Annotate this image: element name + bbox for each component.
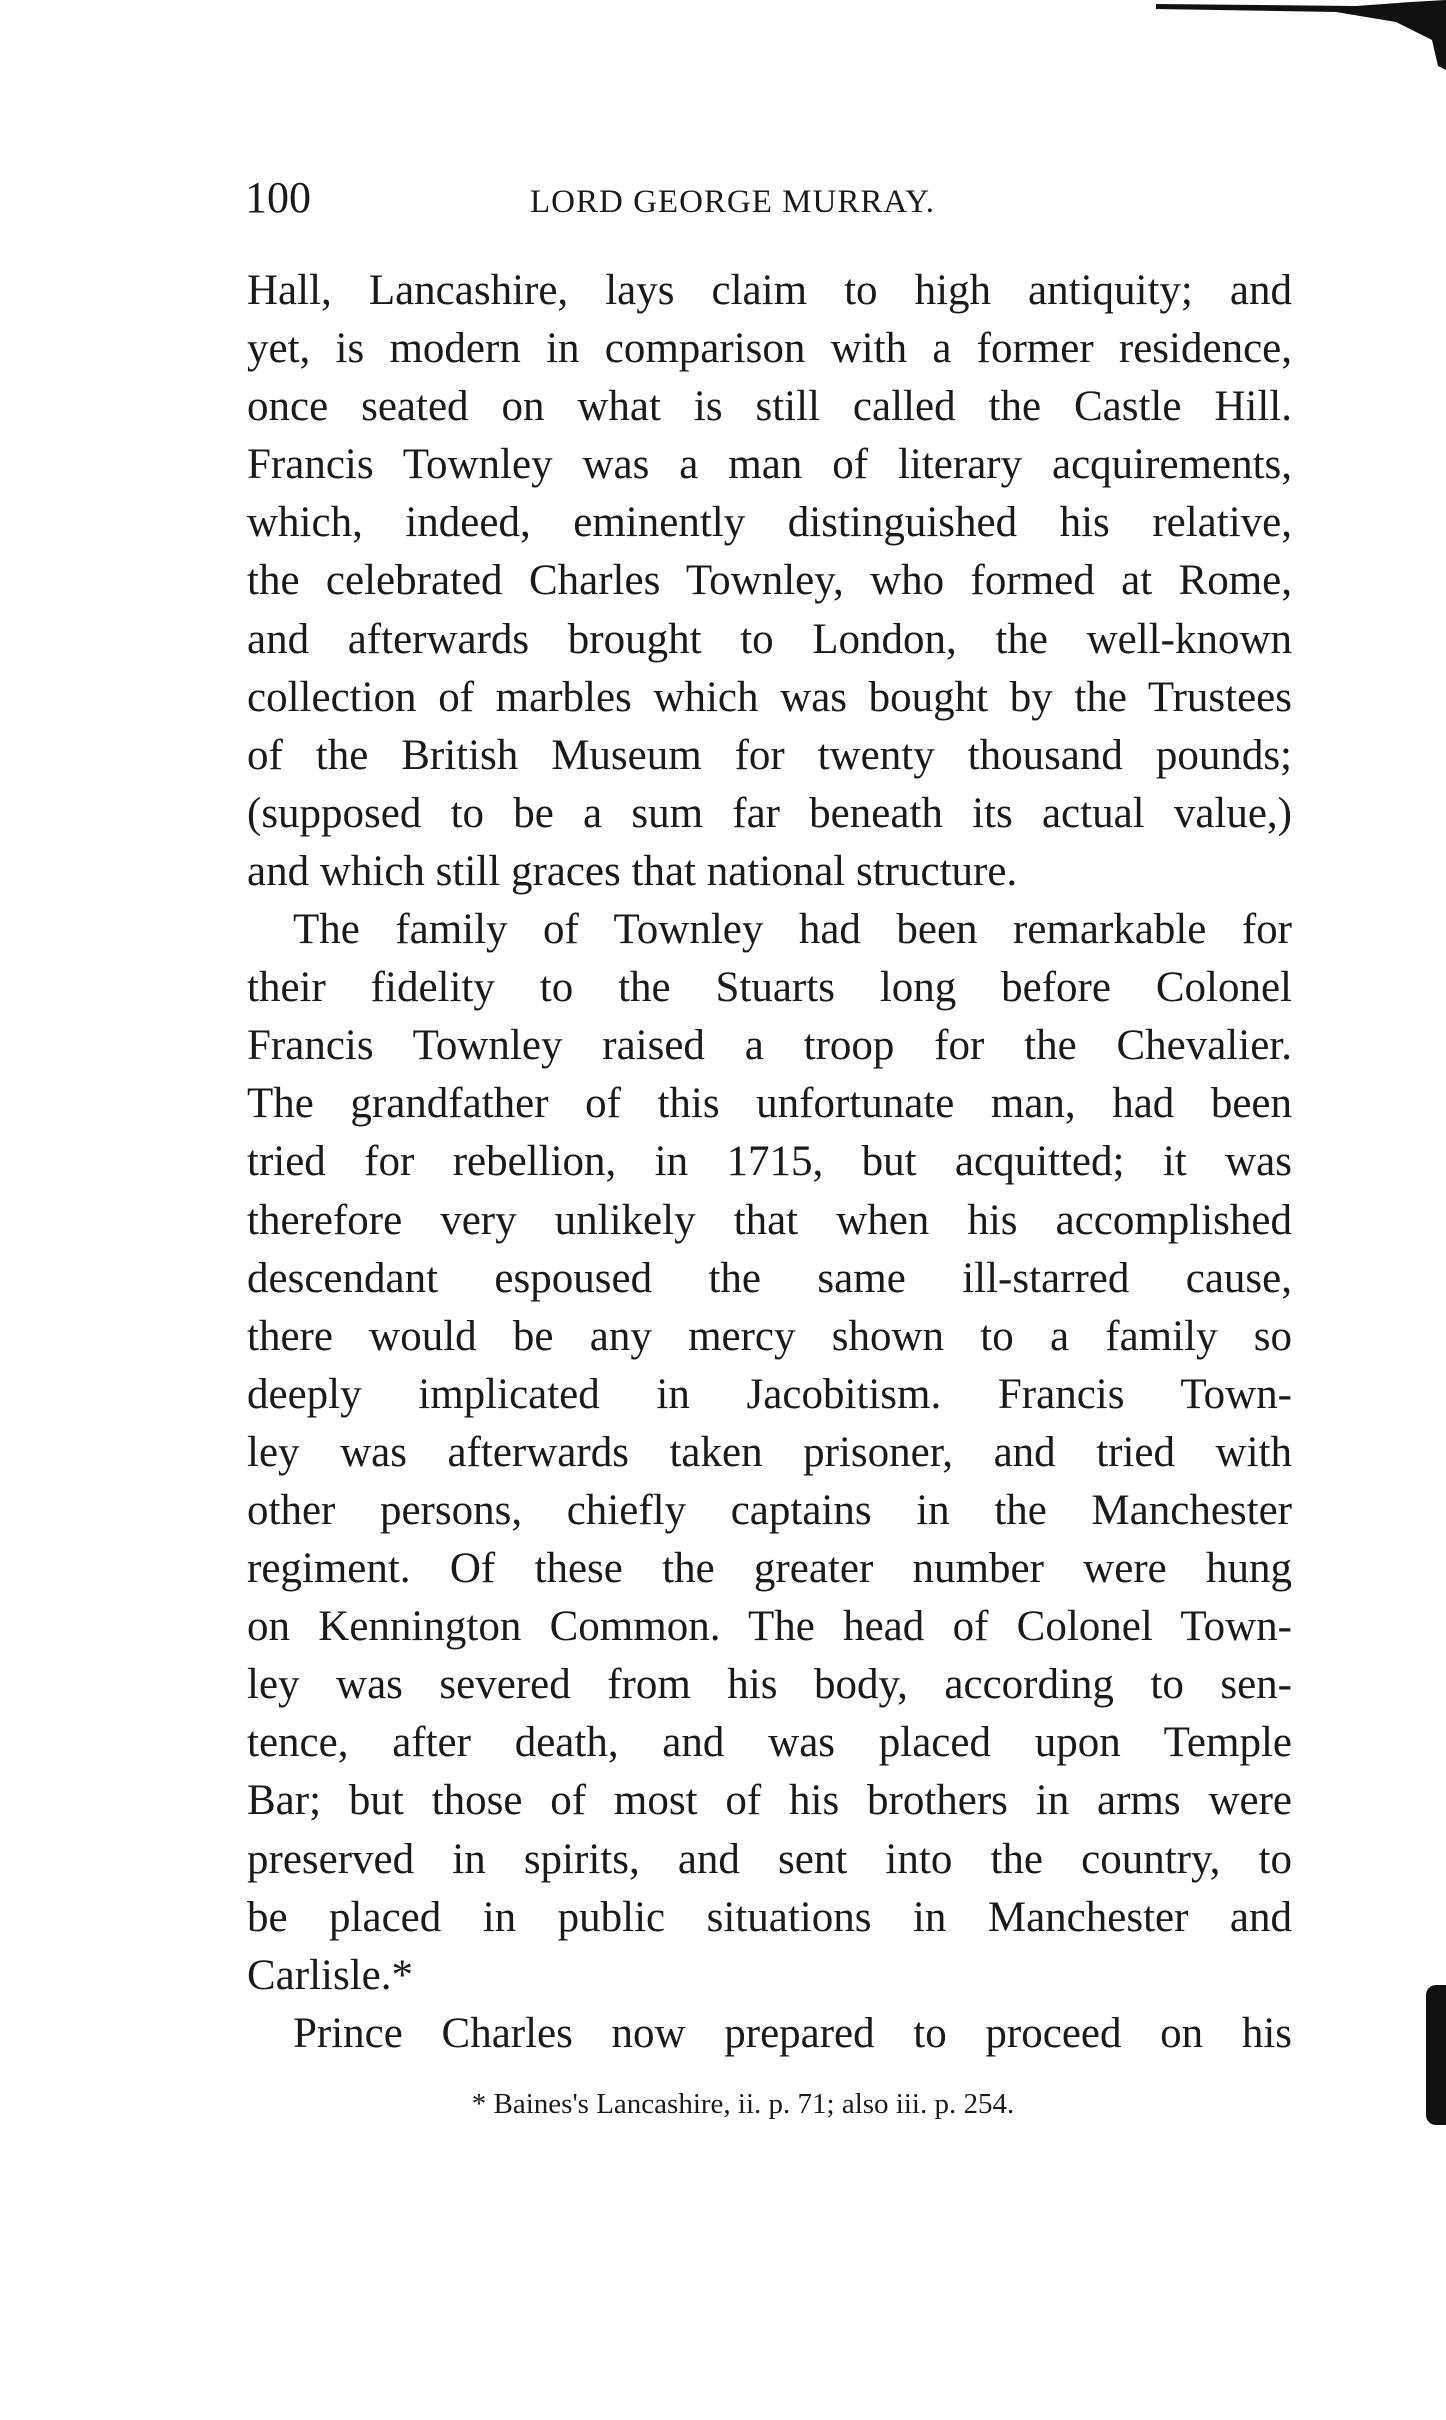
text-line: The grandfather of this unfortunate man, had been <box>247 1080 1292 1128</box>
text-line: ley was afterwards taken prisoner, and tried with <box>247 1428 1292 1476</box>
footnote: * Baines's Lancashire, ii. p. 71; also iii. p. 254. <box>471 2088 1015 2120</box>
paragraph <box>247 2005 1292 2063</box>
text-line: (supposed to be a sum far beneath its actual value,) <box>247 789 1292 837</box>
running-title: LORD GEORGE MURRAY. <box>530 184 935 220</box>
body-text <box>247 262 1292 2063</box>
text-line: ley was severed from his body, according to sen- <box>247 1661 1292 1709</box>
text-line: Francis Townley was a man of literary acquirements, <box>247 441 1292 489</box>
text-line: be placed in public situations in Manchester and <box>247 1893 1292 1941</box>
text-line: and afterwards brought to London, the well-known <box>247 615 1292 663</box>
text-line: preserved in spirits, and sent into the country, to <box>247 1835 1292 1883</box>
text-line: regiment. Of these the greater number were hung <box>247 1545 1292 1593</box>
text-line: of the British Museum for twenty thousand pounds; <box>247 731 1292 779</box>
text-line: which, indeed, eminently distinguished his relative, <box>247 499 1292 547</box>
text-line: and which still graces that national structure. <box>247 847 1018 895</box>
text-line: descendant espoused the same ill-starred cause, <box>247 1254 1292 1302</box>
paragraph <box>247 262 1292 901</box>
text-line: collection of marbles which was bought by the Trustees <box>247 673 1292 721</box>
text-line: there would be any mercy shown to a family so <box>247 1312 1292 1360</box>
paragraph <box>247 901 1292 2005</box>
page-number: 100 <box>245 173 311 222</box>
text-line: The family of Townley had been remarkable for <box>293 906 1292 954</box>
text-line: Bar; but those of most of his brothers in arms were <box>247 1777 1292 1825</box>
text-line: Carlisle.* <box>247 1951 413 1999</box>
text-line: once seated on what is still called the Castle Hill. <box>247 383 1292 431</box>
text-line: the celebrated Charles Townley, who formed at Rome, <box>247 557 1292 605</box>
text-line: yet, is modern in comparison with a former residence, <box>247 325 1292 373</box>
text-line: on Kennington Common. The head of Colonel Town- <box>247 1603 1292 1651</box>
text-line: tried for rebellion, in 1715, but acquitted; it was <box>247 1138 1292 1186</box>
text-line: Hall, Lancashire, lays claim to high antiquity; and <box>247 267 1292 314</box>
scan-edge-mark <box>1156 0 1446 70</box>
text-line: tence, after death, and was placed upon Temple <box>247 1719 1292 1767</box>
text-line: deeply implicated in Jacobitism. Francis Town- <box>247 1370 1292 1418</box>
text-line: other persons, chiefly captains in the Manchester <box>247 1486 1292 1534</box>
text-line: Francis Townley raised a troop for the Chevalier. <box>247 1022 1292 1070</box>
text-line: Prince Charles now prepared to proceed on his <box>293 2009 1292 2057</box>
text-line: their fidelity to the Stuarts long before Colonel <box>247 964 1292 1012</box>
text-line: therefore very unlikely that when his accomplished <box>247 1196 1292 1244</box>
